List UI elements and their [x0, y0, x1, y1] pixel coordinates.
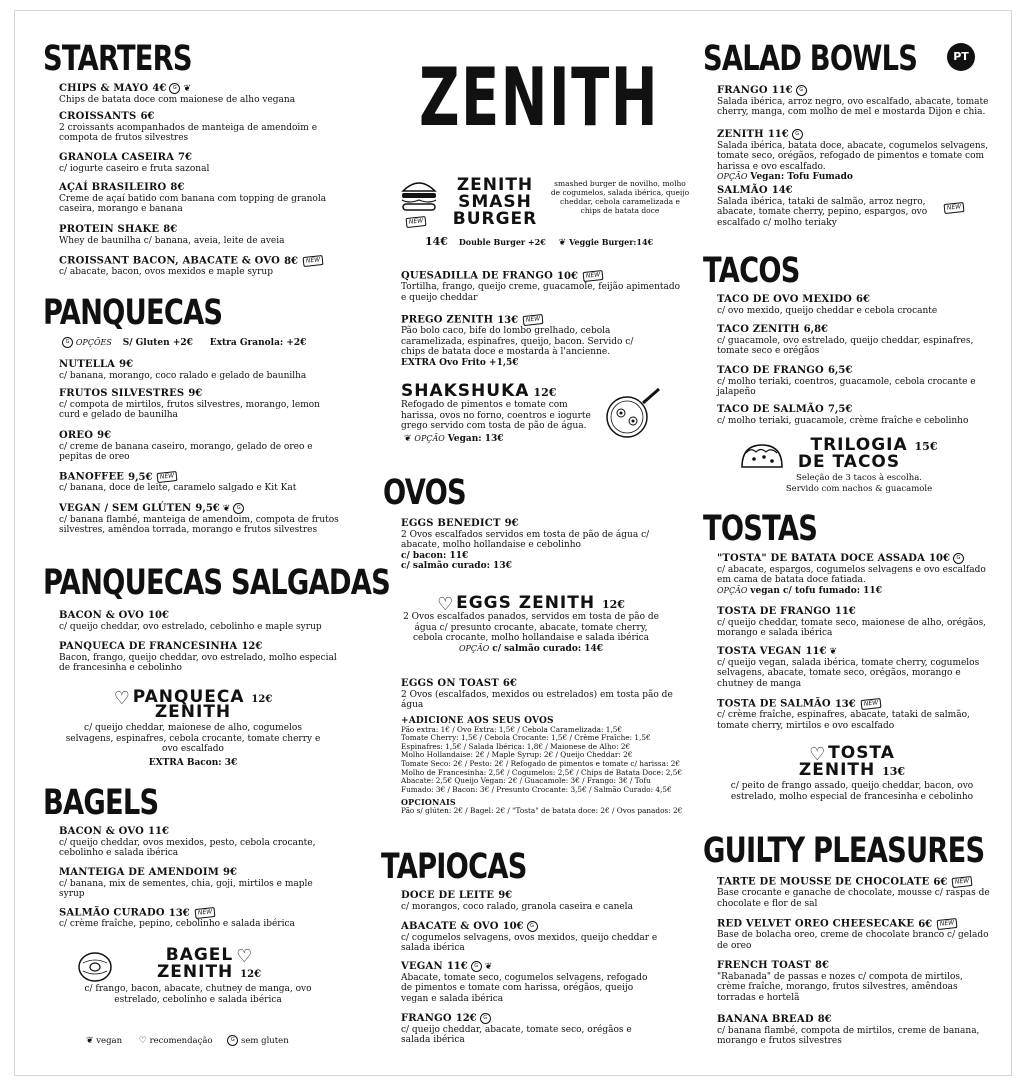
menu-item: TOSTA VEGAN 11€ ❦ c/ queijo vegan, salada ibérica, tomate cherry, cogumelos selvagens, abacate, tomate seco, orégãos, morango e chutney de manga: [717, 646, 980, 689]
section-title: SALAD BOWLS: [703, 39, 918, 79]
leaf-icon: ❦: [86, 1036, 94, 1046]
new-badge: NEW: [194, 907, 215, 919]
section-title: GUILTY PLEASURES: [703, 831, 985, 871]
menu-item: TACO DE SALMÃO 7,5€ c/ molho teriaki, guacamole, crème fraîche e cebolinho: [717, 404, 969, 426]
heart-icon: ♡: [437, 594, 454, 616]
shakshuka-item: SHAKSHUKA 12€ Refogado de pimentos e tomate com harissa, ovos no forno, coentros e iogurte grego servido com tosta de pão de água. ❦ OPÇÃO Vegan: 13€: [401, 381, 591, 444]
heart-icon: ♡: [138, 1036, 147, 1046]
pan-icon: [603, 385, 665, 441]
heart-icon: ♡: [113, 688, 130, 710]
gluten-free-icon: G: [792, 129, 803, 140]
gluten-free-icon: G: [527, 921, 538, 932]
menu-item: FRUTOS SILVESTRES 9€ c/ compota de mirtilos, frutos silvestres, morango, lemon curd e gelado de baunilha: [59, 388, 320, 421]
section-title: TOSTAS: [703, 509, 818, 549]
tacos-section: [703, 251, 827, 291]
featured-eggs-zenith: ♡ EGGS ZENITH 12€ 2 Ovos escalfados panados, servidos em tosta de pão de água c/ presunto crocante, abacate, tomate cherry, cebola crocante, molho hollandaise e salada ibérica OPÇÃO c/ salmão curado: 14€: [403, 593, 659, 654]
menu-page: [14, 10, 1012, 1076]
leaf-icon: ❦: [558, 238, 567, 248]
menu-item: BANANA BREAD 8€ c/ banana flambé, compota de mirtilos, creme de banana, morango e frutos silvestres: [717, 1014, 980, 1047]
menu-item: BACON & OVO 10€ c/ queijo cheddar, ovo estrelado, cebolinho e maple syrup: [59, 610, 322, 632]
ovos-section: [383, 473, 489, 513]
section-title: OVOS: [383, 473, 466, 513]
burger-icon: [399, 177, 439, 213]
menu-item: PROTEIN SHAKE 8€ Whey de baunilha c/ banana, aveia, leite de aveia: [59, 224, 285, 246]
gluten-free-icon: G: [471, 961, 482, 972]
menu-item: RED VELVET OREO CHEESECAKE 6€ NEW Base de bolacha oreo, creme de chocolate branco c/ gelado de oreo: [717, 918, 989, 951]
taco-icon: [739, 439, 785, 471]
menu-item: NUTELLA 9€ c/ banana, morango, coco ralado e gelado de baunilha: [59, 359, 307, 381]
leaf-icon: ❦: [829, 647, 837, 657]
menu-item: BACON & OVO 11€ c/ queijo cheddar, ovos mexidos, pesto, cebola crocante, cebolinho e salada ibérica: [59, 826, 316, 859]
menu-item: QUESADILLA DE FRANGO 10€ NEW Tortilha, frango, queijo creme, guacamole, feijão apimentado e queijo cheddar: [401, 270, 681, 303]
menu-item: TACO DE FRANGO 6,5€ c/ molho teriaki, coentros, guacamole, cebola crocante e jalapeño: [717, 365, 976, 398]
new-badge: NEW: [944, 202, 965, 214]
section-title: STARTERS: [43, 39, 192, 79]
menu-item: MANTEIGA DE AMENDOIM 9€ c/ banana, mix de sementes, chia, goji, mirtilos e maple syrup: [59, 867, 313, 900]
leaf-icon: ❦: [183, 84, 191, 94]
brand-title: ZENITH: [419, 51, 660, 144]
menu-item: EGGS BENEDICT 9€ 2 Ovos escalfados servidos em tosta de pão de água c/ abacate, molho hollandaise e cebolinho c/ bacon: 11€ c/ salmão curado: 13€: [401, 518, 650, 572]
new-badge: NEW: [582, 270, 603, 282]
gluten-free-icon: G: [480, 1013, 491, 1024]
tostas-section: [703, 509, 849, 549]
leaf-icon: ❦: [222, 504, 231, 514]
salad-bowls-section: [703, 39, 977, 79]
menu-item: "TOSTA" DE BATATA DOCE ASSADA 10€ G c/ abacate, espargos, cogumelos selvagens e ovo escalfado em cama de batata doce fatiada. OPÇÃO vegan c/ tofu fumado: 11€: [717, 553, 986, 596]
new-badge: NEW: [860, 698, 881, 710]
gluten-free-icon: G: [233, 503, 244, 514]
menu-item: CHIPS & MAYO 4€ G ❦ Chips de batata doce com maionese de alho vegana: [59, 83, 296, 105]
new-badge: NEW: [406, 216, 427, 228]
bagels-section: [43, 783, 191, 823]
panquecas-options: G OPÇÕES S/ Gluten +2€ Extra Granola: +2€: [59, 337, 339, 349]
menu-item: FRANGO 12€ G c/ queijo cheddar, abacate, tomate seco, orégãos e salada ibérica: [401, 1013, 632, 1046]
menu-item: ZENITH 11€ G Salada ibérica, batata doce, abacate, cogumelos selvagens, tomate seco, orégãos, refogado de pimentos e tomate com harissa e ovo escalfado. OPÇÃO Vegan: Tofu Fumado: [717, 129, 989, 183]
menu-item: TACO ZENITH 6,8€ c/ guacamole, ovo estrelado, queijo cheddar, espinafres, tomate seco e orégãos: [717, 324, 974, 357]
tapiocas-section: [381, 847, 568, 887]
menu-item: EGGS ON TOAST 6€ 2 Ovos (escalfados, mexidos ou estrelados) em tosta pão de água: [401, 678, 673, 711]
menu-item: PREGO ZENITH 13€ NEW Pão bolo caco, bife do lombo grelhado, cebola caramelizada, espinafres, queijo, bacon. Servido c/ chips de batata doce e mostarda à l'ancienne. EXTRA Ovo Frito +1,5€: [401, 314, 634, 368]
new-badge: NEW: [952, 876, 973, 888]
new-badge: NEW: [157, 471, 178, 483]
section-title: BAGELS: [43, 783, 159, 823]
burger-feature: NEW ZENITH SMASH BURGER smashed burger de novilho, molho de cogumelos, salada ibérica, queijo cheddar, cebola caramelizada e chips de batata doce 14€ Double Burger +2€ ❦ Veggie Burger:14€: [399, 177, 689, 247]
new-badge: NEW: [523, 314, 544, 326]
leaf-icon: ❦: [404, 433, 412, 444]
new-badge: NEW: [303, 255, 324, 267]
leaf-icon: ❦: [484, 962, 493, 972]
menu-item: BANOFFEE 9,5€ NEW c/ banana, doce de leite, caramelo salgado e Kit Kat: [59, 471, 297, 494]
menu-item: FRANGO 11€ G Salada ibérica, arroz negro, ovo escalfado, abacate, tomate cherry, manga, com molho de mel e mostarda Dijon e chia.: [717, 85, 989, 118]
featured-bagel-zenith: BAGEL ♡ ZENITH 12€ c/ frango, bacon, abacate, chutney de manga, ovo estrelado, cebolinho e salada ibérica: [73, 947, 323, 1005]
new-badge: NEW: [937, 918, 958, 930]
menu-item: GRANOLA CASEIRA 7€ c/ iogurte caseiro e fruta sazonal: [59, 152, 210, 174]
section-title: PANQUECAS: [43, 293, 223, 333]
menu-item: VEGAN / SEM GLÚTEN 9,5€ ❦ G c/ banana flambé, manteiga de amendoim, compota de frutos silvestres, amêndoa torrada, morango e frutos silvestres: [59, 503, 339, 536]
menu-item: CROISSANTS 6€ 2 croissants acompanhados de manteiga de amendoim e compota de frutos silvestres: [59, 111, 318, 144]
menu-item: FRENCH TOAST 8€ "Rabanada" de passas e nozes c/ compota de mirtilos, crème fraîche, morango, frutos silvestres, amêndoas torradas e hortelã: [717, 960, 963, 1003]
gluten-free-icon: G: [953, 553, 964, 564]
menu-item: DOCE DE LEITE 9€ c/ morangos, coco ralado, granola caseira e canela: [401, 890, 633, 912]
egg-additions: +ADICIONE AOS SEUS OVOS Pão extra: 1€ / Ovo Extra: 1,5€ / Cebola Caramelizada: 1,5€ Tomate Cherry: 1,5€ / Cebola Crocante: 1,5€ / Crème Fraîche: 1,5€ Espinafres: 1,5€ / Salada Ibérica: 1,8€ / Maionese de Alho: 2€ Molho Hollandaise: 2€ / Maple Syrup: 2€ / Queijo Cheddar: 2€ Tomate Seco: 2€ / Pesto: 2€ / Refogado de pimentos e tomate c/ harissa: 2€ Molho de Francesinha: 2,5€ / Cogumelos: 2,5€ / Chips de Batata Doce: 2,5€ Abacate: 2,5€ Queijo Vegan: 2€ / Guacamole: 3€ / Frango: 3€ / Tofu Fumado: 3€ / Bacon: 3€ / Presunto Crocante: 3,5€ / Salmão Curado: 4,5€ OPCIONAIS Pão s/ glúten: 2€ / Bagel: 2€ / "Tosta" de batata doce: 2€ / Ovos panados: 2€: [401, 716, 683, 815]
section-title: TAPIOCAS: [381, 847, 527, 887]
menu-item: SALMÃO 14€ Salada ibérica, tataki de salmão, arroz negro, abacate, tomate cherry, pepino, espargos, ovo escalfado c/ molho teriaky: [717, 185, 928, 228]
menu-item: TOSTA DE SALMÃO 13€ NEW c/ crème fraîche, espinafres, abacate, tataki de salmão, tomate cherry, mirtilos e ovo escalfado: [717, 698, 970, 731]
menu-item: PANQUECA DE FRANCESINHA 12€ Bacon, frango, queijo cheddar, ovo estrelado, molho especial de francesinha e cebolinho: [59, 641, 337, 674]
gluten-free-icon: G: [227, 1035, 238, 1046]
menu-item: CROISSANT BACON, ABACATE & OVO 8€ NEW c/ abacate, bacon, ovos mexidos e maple syrup: [59, 256, 349, 278]
menu-item: VEGAN 11€ G ❦ Abacate, tomate seco, cogumelos selvagens, refogado de pimentos e tomate com harissa, orégãos, queijo vegan e salada ibérica: [401, 961, 648, 1004]
legend: ❦ vegan ♡ recomendação G sem gluten: [86, 1036, 289, 1046]
panquecas-section: [43, 293, 273, 333]
starters-section: [43, 39, 234, 79]
guilty-pleasures-section: [703, 831, 1012, 871]
heart-icon: ♡: [236, 946, 253, 968]
heart-icon: ♡: [809, 744, 826, 766]
menu-item: TACO DE OVO MEXIDO 6€ c/ ovo mexido, queijo cheddar e cebola crocante: [717, 294, 938, 316]
featured-trilogia-tacos: TRILOGIA 15€ DE TACOS Seleção de 3 tacos à escolha. Servido com nachos & guacamole: [739, 437, 979, 494]
gluten-free-icon: G: [62, 337, 73, 348]
section-title: PANQUECAS SALGADAS: [43, 563, 390, 603]
menu-item: TOSTA DE FRANGO 11€ c/ queijo cheddar, tomate seco, maionese de alho, orégãos, morango e salada ibérica: [717, 606, 987, 639]
section-title: TACOS: [703, 251, 800, 291]
featured-panqueca-zenith: ♡ PANQUECA 12€ ZENITH c/ queijo cheddar, maionese de alho, cogumelos selvagens, espinafres, cebola crocante, tomate cherry e ovo escalfado EXTRA Bacon: 3€: [65, 687, 321, 768]
menu-item: ABACATE & OVO 10€ G c/ cogumelos selvagens, ovos mexidos, queijo cheddar e salada ibérica: [401, 921, 658, 954]
gluten-free-icon: G: [796, 85, 807, 96]
gluten-free-icon: G: [169, 83, 180, 94]
featured-tosta-zenith: ♡ TOSTA ZENITH 13€ c/ peito de frango assado, queijo cheddar, bacon, ovo estrelado, molho especial de francesinha e cebolinho: [730, 743, 974, 802]
menu-item: OREO 9€ c/ creme de banana caseiro, morango, gelado de oreo e pepitas de oreo: [59, 430, 313, 463]
bagel-icon: [77, 949, 113, 985]
menu-item: SALMÃO CURADO 13€ NEW c/ crème fraîche, pepino, cebolinho e salada ibérica: [59, 907, 295, 930]
menu-item: TARTE DE MOUSSE DE CHOCOLATE 6€ NEW Base crocante e ganache de chocolate, mousse c/ raspas de chocolate e flor de sal: [717, 876, 990, 909]
menu-item: AÇAÍ BRASILEIRO 8€ Creme de açaí batido com banana com topping de granola caseira, morango e banana: [59, 182, 327, 215]
language-badge[interactable]: PT: [947, 43, 975, 71]
